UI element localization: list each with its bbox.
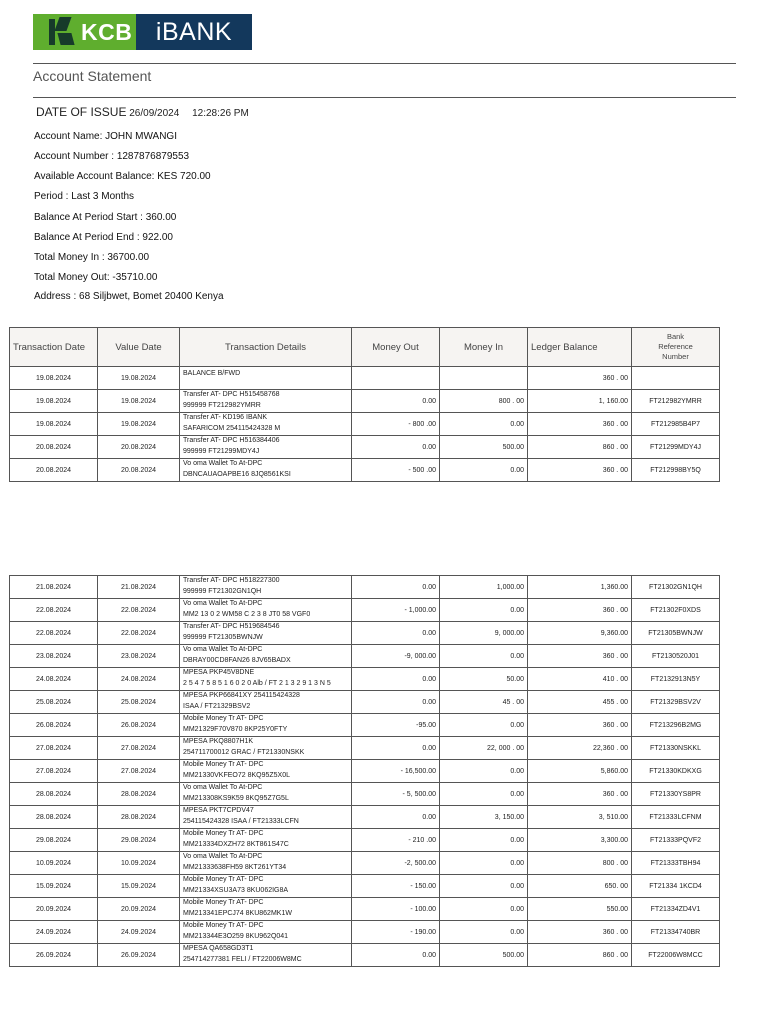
- header-rule-bottom: [33, 97, 736, 98]
- table-row: [10, 599, 720, 622]
- cell-txn-date: 20.08.2024: [10, 459, 98, 482]
- header-value-date: Value Date: [98, 328, 180, 367]
- brand-kcb: KCB: [81, 18, 133, 45]
- cell-bank-reference: FT212998BY5Q: [632, 459, 720, 482]
- cell-ledger-balance: 22,360 . 00: [528, 737, 632, 760]
- cell-ledger-balance: 3, 510.00: [528, 806, 632, 829]
- details-line2: 2 5 4 7 5 8 5 1 6 0 2 0 Alb / FT 2 1 3 2 9 1 3 N 5: [183, 680, 331, 687]
- cell-value-date: 23.08.2024: [98, 645, 180, 668]
- cell-details: [180, 645, 352, 668]
- cell-ledger-balance: 360 . 00: [528, 599, 632, 622]
- cell-txn-date: 19.08.2024: [10, 390, 98, 413]
- table-row: [10, 668, 720, 691]
- cell-bank-reference: FT21305BWNJW: [632, 622, 720, 645]
- cell-money-in: 0.00: [440, 645, 528, 668]
- table-row: [10, 760, 720, 783]
- cell-ledger-balance: 360 . 00: [528, 783, 632, 806]
- table-row: [10, 390, 720, 413]
- cell-money-in: 500.00: [440, 944, 528, 967]
- cell-details: [180, 668, 352, 691]
- cell-bank-reference: FT213296B2MG: [632, 714, 720, 737]
- cell-txn-date: 24.08.2024: [10, 668, 98, 691]
- cell-money-out: 0.00: [352, 436, 440, 459]
- cell-bank-reference: FT21334740BR: [632, 921, 720, 944]
- header-money-out: Money Out: [352, 328, 440, 367]
- table-row: [10, 783, 720, 806]
- cell-money-in: 0.00: [440, 852, 528, 875]
- details-line2: SAFARICOM 254115424328 M: [183, 425, 281, 432]
- cell-ledger-balance: 360 . 00: [528, 413, 632, 436]
- cell-bank-reference: FT21302F0XDS: [632, 599, 720, 622]
- header-rule-top: [33, 63, 736, 64]
- cell-value-date: 19.08.2024: [98, 390, 180, 413]
- cell-money-in: [440, 367, 528, 390]
- cell-details: [180, 576, 352, 599]
- issue-time: 12:28:26 PM: [192, 108, 249, 119]
- cell-txn-date: 22.08.2024: [10, 599, 98, 622]
- brand-ibank: iBANK: [136, 14, 252, 50]
- details-line1: Transfer AT- DPC H519684546: [183, 623, 280, 630]
- details-line1: Vo oma Wallet To At-DPC: [183, 646, 263, 653]
- cell-txn-date: 24.09.2024: [10, 921, 98, 944]
- cell-value-date: 20.08.2024: [98, 459, 180, 482]
- table-row: [10, 944, 720, 967]
- cell-money-out: 0.00: [352, 737, 440, 760]
- details-line1: MPESA QA658GD3T1: [183, 945, 254, 952]
- details-line2: 999999 FT21299MDY4J: [183, 448, 260, 455]
- cell-money-out: 0.00: [352, 390, 440, 413]
- cell-value-date: 15.09.2024: [98, 875, 180, 898]
- cell-value-date: 24.08.2024: [98, 668, 180, 691]
- cell-money-in: 45 . 00: [440, 691, 528, 714]
- cell-value-date: 21.08.2024: [98, 576, 180, 599]
- table-row: [10, 622, 720, 645]
- cell-ledger-balance: 1,360.00: [528, 576, 632, 599]
- cell-ledger-balance: 650. 00: [528, 875, 632, 898]
- cell-money-out: -2, 500.00: [352, 852, 440, 875]
- kcb-ibank-logo: [33, 14, 252, 50]
- cell-txn-date: 27.08.2024: [10, 737, 98, 760]
- cell-bank-reference: FT21299MDY4J: [632, 436, 720, 459]
- cell-value-date: 25.08.2024: [98, 691, 180, 714]
- cell-money-out: 0.00: [352, 944, 440, 967]
- cell-value-date: 26.09.2024: [98, 944, 180, 967]
- cell-txn-date: 20.09.2024: [10, 898, 98, 921]
- cell-money-out: - 1,000.00: [352, 599, 440, 622]
- details-line2: MM21329F70V870 8KP25Y0FTY: [183, 726, 288, 733]
- cell-money-out: - 16,500.00: [352, 760, 440, 783]
- cell-details: [180, 806, 352, 829]
- cell-txn-date: 15.09.2024: [10, 875, 98, 898]
- table-header-row: [10, 328, 720, 367]
- period: Period : Last 3 Months: [34, 191, 135, 202]
- cell-value-date: 20.08.2024: [98, 436, 180, 459]
- details-line1: Mobile Money Tr AT- DPC: [183, 715, 264, 722]
- cell-value-date: 19.08.2024: [98, 367, 180, 390]
- cell-details: [180, 436, 352, 459]
- kcb-lion-icon: [49, 17, 75, 47]
- cell-value-date: 27.08.2024: [98, 760, 180, 783]
- cell-money-in: 1,000.00: [440, 576, 528, 599]
- cell-bank-reference: FT21334ZD4V1: [632, 898, 720, 921]
- cell-value-date: 22.08.2024: [98, 622, 180, 645]
- cell-details: [180, 599, 352, 622]
- cell-bank-reference: FT22006W8MCC: [632, 944, 720, 967]
- details-line2: 254711700012 GRAC / FT21330NSKK: [183, 749, 305, 756]
- transactions-table-page2: [9, 575, 720, 967]
- details-line1: Mobile Money Tr AT- DPC: [183, 830, 264, 837]
- details-line2: 254714277381 FELI / FT22006W8MC: [183, 956, 302, 963]
- cell-money-in: 0.00: [440, 921, 528, 944]
- details-line2: MM213344E3O259 8KU962Q041: [183, 933, 289, 940]
- cell-value-date: 22.08.2024: [98, 599, 180, 622]
- cell-bank-reference: FT21330KDKXG: [632, 760, 720, 783]
- cell-txn-date: 26.08.2024: [10, 714, 98, 737]
- details-line2: 254115424328 ISAA / FT21333LCFN: [183, 818, 299, 825]
- cell-details: [180, 714, 352, 737]
- cell-money-out: - 5, 500.00: [352, 783, 440, 806]
- cell-details: [180, 944, 352, 967]
- cell-bank-reference: FT21333LCFNM: [632, 806, 720, 829]
- header-ref-line1: Bank: [666, 332, 685, 341]
- issue-date: 26/09/2024: [129, 108, 180, 119]
- cell-bank-reference: FT212982YMRR: [632, 390, 720, 413]
- cell-money-in: 0.00: [440, 760, 528, 783]
- transactions-table-page1: [9, 327, 720, 482]
- cell-txn-date: 23.08.2024: [10, 645, 98, 668]
- table-row: [10, 852, 720, 875]
- cell-ledger-balance: 550.00: [528, 898, 632, 921]
- cell-details: [180, 367, 352, 390]
- cell-money-in: 0.00: [440, 459, 528, 482]
- cell-money-in: 0.00: [440, 898, 528, 921]
- issue-label: DATE OF ISSUE: [36, 105, 127, 119]
- details-line1: MPESA PKT7CPDV47: [183, 807, 254, 814]
- cell-money-in: 0.00: [440, 829, 528, 852]
- cell-money-in: 500.00: [440, 436, 528, 459]
- cell-ledger-balance: 455 . 00: [528, 691, 632, 714]
- header-bank-reference: [632, 328, 720, 367]
- details-line2: MM21330VKFEO72 8KQ95Z5X0L: [183, 772, 291, 779]
- cell-bank-reference: FT2132913N5Y: [632, 668, 720, 691]
- table-row: [10, 459, 720, 482]
- table-row: [10, 921, 720, 944]
- cell-details: [180, 875, 352, 898]
- details-line1: Transfer AT- KD196 IBANK: [183, 414, 268, 421]
- cell-money-out: - 500 .00: [352, 459, 440, 482]
- details-line2: MM21334XSU3A73 8KU062IG8A: [183, 887, 289, 894]
- table-row: [10, 898, 720, 921]
- details-line1: Transfer AT- DPC H515458768: [183, 391, 280, 398]
- cell-ledger-balance: 410 . 00: [528, 668, 632, 691]
- details-line2: DBRAY00CD8FAN26 8JV65BADX: [183, 657, 291, 664]
- cell-ledger-balance: 360 . 00: [528, 714, 632, 737]
- cell-details: [180, 760, 352, 783]
- table-row: [10, 436, 720, 459]
- details-line1: Vo oma Wallet To At-DPC: [183, 853, 263, 860]
- cell-money-out: -95.00: [352, 714, 440, 737]
- cell-ledger-balance: 5,860.00: [528, 760, 632, 783]
- cell-money-out: 0.00: [352, 622, 440, 645]
- cell-money-in: 800 . 00: [440, 390, 528, 413]
- issue-date-line: [36, 105, 249, 119]
- details-line1: Mobile Money Tr AT- DPC: [183, 876, 264, 883]
- header-transaction-date: Transaction Date: [10, 328, 98, 367]
- cell-txn-date: 28.08.2024: [10, 806, 98, 829]
- details-line1: Mobile Money Tr AT- DPC: [183, 922, 264, 929]
- cell-bank-reference: FT21333TBH94: [632, 852, 720, 875]
- details-line2: MM213308KS9K59 8KQ95Z7G5L: [183, 795, 289, 802]
- details-line2: 999999 FT21302GN1QH: [183, 588, 262, 595]
- cell-money-out: - 800 .00: [352, 413, 440, 436]
- cell-txn-date: 28.08.2024: [10, 783, 98, 806]
- cell-money-in: 50.00: [440, 668, 528, 691]
- cell-txn-date: 19.08.2024: [10, 367, 98, 390]
- cell-txn-date: 29.08.2024: [10, 829, 98, 852]
- cell-details: [180, 413, 352, 436]
- details-line2: MM213334DXZH72 8KT861S47C: [183, 841, 289, 848]
- cell-value-date: 28.08.2024: [98, 783, 180, 806]
- cell-bank-reference: FT21333PQVF2: [632, 829, 720, 852]
- table-row: [10, 806, 720, 829]
- balance-period-start: Balance At Period Start : 360.00: [34, 212, 177, 223]
- cell-money-out: 0.00: [352, 691, 440, 714]
- address: Address : 68 Siljbwet, Bomet 20400 Kenya: [34, 291, 224, 302]
- details-line1: MPESA PKQ8807H1K: [183, 738, 254, 745]
- cell-value-date: 29.08.2024: [98, 829, 180, 852]
- cell-bank-reference: FT21334 1KCD4: [632, 875, 720, 898]
- balance-period-end: Balance At Period End : 922.00: [34, 232, 173, 243]
- cell-money-in: 0.00: [440, 783, 528, 806]
- details-line2: MM21333638FH59 8KT261YT34: [183, 864, 287, 871]
- cell-txn-date: 19.08.2024: [10, 413, 98, 436]
- details-line2: 999999 FT212982YMRR: [183, 402, 261, 409]
- details-line1: Vo oma Wallet To At-DPC: [183, 460, 263, 467]
- cell-value-date: 19.08.2024: [98, 413, 180, 436]
- table-row: [10, 576, 720, 599]
- total-money-in: Total Money In : 36700.00: [34, 252, 150, 263]
- cell-details: [180, 390, 352, 413]
- table-row: [10, 645, 720, 668]
- cell-bank-reference: FT21330YS8PR: [632, 783, 720, 806]
- cell-money-in: 0.00: [440, 714, 528, 737]
- cell-money-out: 0.00: [352, 576, 440, 599]
- details-line2: DBNCAUAOAPBE16 8JQ8561KSI: [183, 471, 291, 478]
- cell-ledger-balance: 360 . 00: [528, 459, 632, 482]
- cell-value-date: 28.08.2024: [98, 806, 180, 829]
- cell-txn-date: 21.08.2024: [10, 576, 98, 599]
- cell-money-in: 22, 000 . 00: [440, 737, 528, 760]
- table-row: [10, 714, 720, 737]
- page-title: Account Statement: [33, 68, 152, 84]
- header-ref-line3: Number: [662, 352, 689, 361]
- account-number: Account Number : 1287876879553: [34, 151, 190, 162]
- table-row: [10, 737, 720, 760]
- cell-bank-reference: FT21329BSV2V: [632, 691, 720, 714]
- table-row: [10, 829, 720, 852]
- cell-ledger-balance: 860 . 00: [528, 944, 632, 967]
- details-line1: MPESA PKP45V8DNE: [183, 669, 255, 676]
- cell-txn-date: 10.09.2024: [10, 852, 98, 875]
- table-row: [10, 413, 720, 436]
- cell-ledger-balance: 9,360.00: [528, 622, 632, 645]
- details-line1: Transfer AT- DPC H518227300: [183, 577, 280, 584]
- cell-money-in: 0.00: [440, 413, 528, 436]
- table-row: [10, 367, 720, 390]
- cell-details: [180, 783, 352, 806]
- cell-ledger-balance: 360 . 00: [528, 921, 632, 944]
- cell-money-out: - 150.00: [352, 875, 440, 898]
- cell-details: [180, 921, 352, 944]
- cell-value-date: 10.09.2024: [98, 852, 180, 875]
- cell-txn-date: 22.08.2024: [10, 622, 98, 645]
- cell-money-in: 9, 000.00: [440, 622, 528, 645]
- header-ledger-balance: Ledger Balance: [528, 328, 632, 367]
- cell-ledger-balance: 1, 160.00: [528, 390, 632, 413]
- details-line2: BALANCE B/FWD: [183, 370, 241, 377]
- details-line1: Mobile Money Tr AT- DPC: [183, 761, 264, 768]
- cell-details: [180, 898, 352, 921]
- cell-details: [180, 852, 352, 875]
- header-money-in: Money In: [440, 328, 528, 367]
- details-line1: Vo oma Wallet To At-DPC: [183, 784, 263, 791]
- cell-money-in: 3, 150.00: [440, 806, 528, 829]
- cell-details: [180, 459, 352, 482]
- details-line1: Transfer AT- DPC H516384406: [183, 437, 280, 444]
- cell-bank-reference: [632, 367, 720, 390]
- cell-money-out: -9, 000.00: [352, 645, 440, 668]
- available-balance: Available Account Balance: KES 720.00: [34, 171, 211, 182]
- cell-money-out: - 100.00: [352, 898, 440, 921]
- cell-details: [180, 691, 352, 714]
- cell-ledger-balance: 360 . 00: [528, 645, 632, 668]
- cell-money-out: - 190.00: [352, 921, 440, 944]
- total-money-out: Total Money Out: -35710.00: [34, 272, 158, 283]
- table-row: [10, 875, 720, 898]
- cell-txn-date: 26.09.2024: [10, 944, 98, 967]
- cell-value-date: 27.08.2024: [98, 737, 180, 760]
- cell-money-out: - 210 .00: [352, 829, 440, 852]
- cell-value-date: 26.08.2024: [98, 714, 180, 737]
- cell-details: [180, 829, 352, 852]
- cell-ledger-balance: 800 . 00: [528, 852, 632, 875]
- cell-details: [180, 737, 352, 760]
- header-transaction-details: Transaction Details: [180, 328, 352, 367]
- cell-details: [180, 622, 352, 645]
- cell-money-out: [352, 367, 440, 390]
- cell-money-in: 0.00: [440, 875, 528, 898]
- details-line1: Vo oma Wallet To At-DPC: [183, 600, 263, 607]
- header-ref-line2: Reference: [658, 342, 693, 351]
- details-line1: MPESA PKP66841XY 254115424328: [183, 692, 300, 699]
- cell-ledger-balance: 360 . 00: [528, 367, 632, 390]
- details-line2: MM2 13 0 2 WM58 C 2 3 8 JT0 58 VGF0: [183, 611, 311, 618]
- cell-txn-date: 25.08.2024: [10, 691, 98, 714]
- cell-money-out: 0.00: [352, 806, 440, 829]
- cell-value-date: 24.09.2024: [98, 921, 180, 944]
- cell-money-in: 0.00: [440, 599, 528, 622]
- table-row: [10, 691, 720, 714]
- details-line1: Mobile Money Tr AT- DPC: [183, 899, 264, 906]
- cell-ledger-balance: 3,300.00: [528, 829, 632, 852]
- details-line2: ISAA / FT21329BSV2: [183, 703, 251, 710]
- cell-bank-reference: FT21302GN1QH: [632, 576, 720, 599]
- cell-txn-date: 27.08.2024: [10, 760, 98, 783]
- cell-bank-reference: FT212985B4P7: [632, 413, 720, 436]
- cell-txn-date: 20.08.2024: [10, 436, 98, 459]
- cell-money-out: 0.00: [352, 668, 440, 691]
- cell-value-date: 20.09.2024: [98, 898, 180, 921]
- cell-bank-reference: FT2130520J01: [632, 645, 720, 668]
- details-line2: MM213341EPCJ74 8KU862MK1W: [183, 910, 292, 917]
- account-name: Account Name: JOHN MWANGI: [34, 131, 177, 142]
- cell-ledger-balance: 860 . 00: [528, 436, 632, 459]
- details-line2: 999999 FT21305BWNJW: [183, 634, 263, 641]
- cell-bank-reference: FT21330NSKKL: [632, 737, 720, 760]
